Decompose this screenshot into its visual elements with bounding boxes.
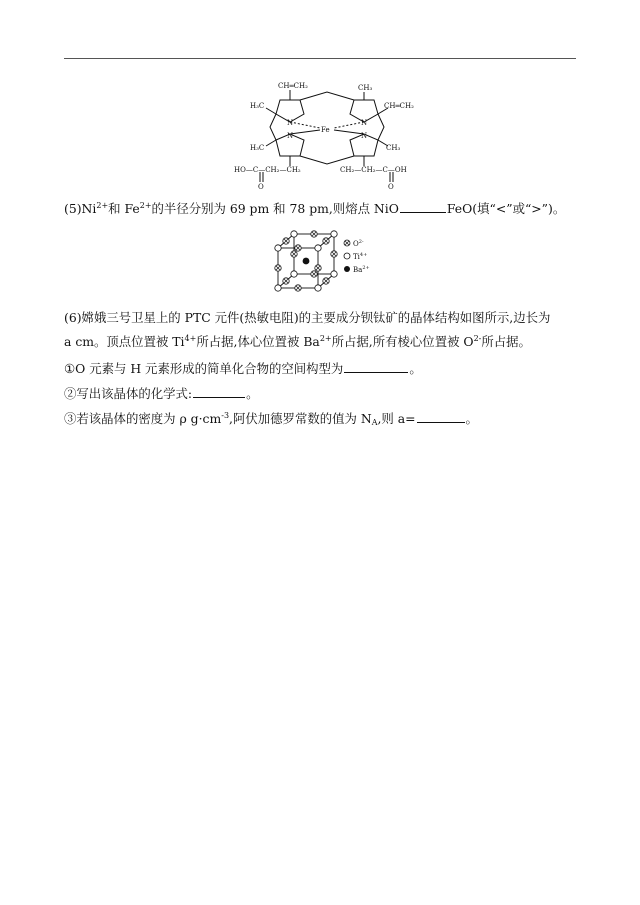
methyl-bottom-left-label: H₃C bbox=[250, 144, 265, 152]
nitrogen-label: N bbox=[287, 132, 294, 140]
question-6-line-2: a cm。顶点位置被 $Ti^{4+}$所占据,体心位置被 $Ba^{2+}$所占据,所有棱心位置被 $O^{2-}$所占据。 bbox=[64, 334, 531, 349]
question-5: $(5)Ni^{2+}$和 $Fe^{2+}$的半径分别为 69 pm 和 78 pm,则熔点 NiO FeO(填“<”或“>”)。 bbox=[64, 201, 566, 216]
crystal-structure-figure bbox=[270, 228, 380, 298]
header-rule bbox=[64, 58, 576, 59]
legend-oxygen-label: $O^{2-}$ bbox=[353, 239, 364, 248]
methyl-top-label: CH₃ bbox=[358, 84, 373, 92]
acid-left-label: HO—C—CH₂—CH₂ bbox=[234, 166, 301, 174]
heme-structure-figure bbox=[228, 78, 428, 190]
nitrogen-label: N bbox=[361, 119, 368, 127]
sub-question-1: ①O 元素与 H 元素形成的简单化合物的空间构型为 。 bbox=[64, 361, 422, 376]
answer-blank-6-2[interactable] bbox=[193, 385, 245, 398]
answer-blank-6-1[interactable] bbox=[344, 360, 408, 373]
methyl-bottom-right-label: CH₃ bbox=[386, 144, 401, 152]
question-6-line-1: (6)嫦娥三号卫星上的 PTC 元件(热敏电阻)的主要成分钡钛矿的晶体结构如图所示,边长为 bbox=[64, 310, 551, 325]
vinyl-right-label: CH═CH₂ bbox=[384, 102, 414, 110]
acid-right-label: CH₂—CH₂—C—OH bbox=[340, 166, 407, 174]
answer-blank-6-3[interactable] bbox=[417, 410, 465, 423]
methyl-left-label: H₃C bbox=[250, 102, 265, 110]
legend-barium-label: $Ba^{2+}$ bbox=[353, 265, 370, 274]
legend-titanium-label: $Ti^{4+}$ bbox=[353, 252, 368, 261]
sub-question-3: ③若该晶体的密度为 ρ $g\cdot cm^{-3}$,阿伏加德罗常数的值为 $N_A$,则 a= 。 bbox=[64, 411, 478, 427]
answer-blank-5[interactable] bbox=[400, 200, 446, 213]
carbonyl-oxygen-right: O bbox=[388, 183, 394, 190]
sub-question-2: ②写出该晶体的化学式: 。 bbox=[64, 386, 259, 401]
vinyl-left-label: CH═CH₂ bbox=[278, 82, 308, 90]
carbonyl-oxygen-left: O bbox=[258, 183, 264, 190]
iron-label: Fe bbox=[321, 126, 330, 134]
nitrogen-label: N bbox=[287, 119, 294, 127]
nitrogen-label: N bbox=[361, 132, 368, 140]
